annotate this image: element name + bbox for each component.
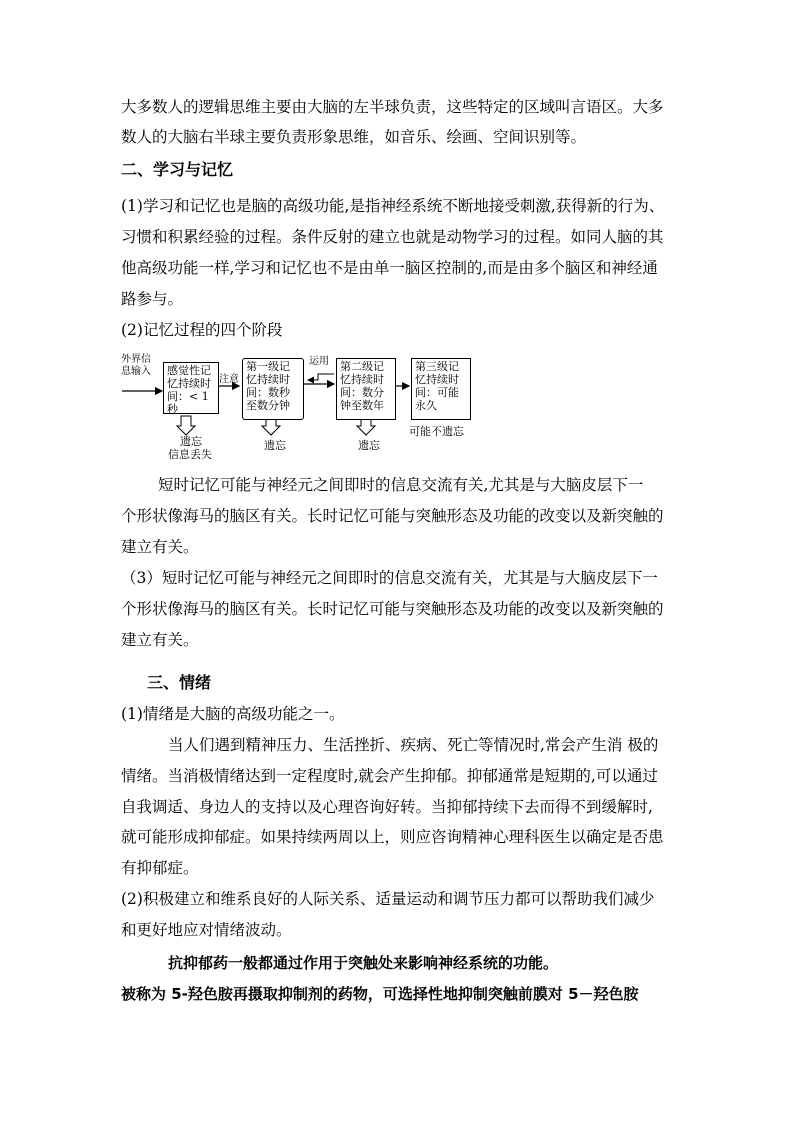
paragraph-line: 大多数人的逻辑思维主要由大脑的左半球负责，这些特定的区域叫言语区。大多 [121,98,664,116]
bold-paragraph-line: 抗抑郁药一般都通过作用于突触处来影响神经系统的功能。 [168,954,559,972]
paragraph-line: 习惯和积累经验的过程。条件反射的建立也就是动物学习的过程。如同人脑的其 [121,228,664,246]
third-level-memory-box [411,358,471,420]
box-text: 永久 [415,399,437,412]
box-text: 钟至数年 [340,399,384,412]
paragraph-line: 个形状像海马的脑区有关。长时记忆可能与突触形态及功能的改变以及新突触的 [121,507,664,525]
forget-label: 遗忘 [358,439,380,452]
paragraph-line: 当人们遇到精神压力、生活挫折、疾病、死亡等情况时,常会产生消 极的 [168,736,659,754]
box-text: 忆持续时 [246,373,290,386]
box-text: 间：< 1秒 [167,390,209,416]
paragraph-line: 自我调适、身边人的支持以及心理咨询好转。当抑郁持续下去而得不到缓解时, [121,798,653,816]
box-text: 忆持续时 [167,377,211,390]
first-level-memory-box [242,358,304,420]
paragraph-line: 建立有关。 [121,631,199,649]
use-label: 运用 [309,356,329,367]
bold-paragraph-line: 被称为 5-羟色胺再摄取抑制剂的药物，可选择性地抑制突触前膜对 5－羟色胺 [121,985,639,1003]
forget-label: 遗忘 [264,439,286,452]
paragraph-line: (2)记忆过程的四个阶段 [121,321,283,339]
paragraph-line: 短时记忆可能与神经元之间即时的信息交流有关,尤其是与大脑皮层下一 [158,476,644,494]
paragraph-line: 路参与。 [121,290,184,308]
box-text: 感觉性记 [167,364,211,377]
second-level-memory-box [336,358,396,420]
paragraph-line: 有抑郁症。 [121,859,199,877]
box-text: 第二级记 [340,360,384,373]
paragraph-line: 情绪。当消极情绪达到一定程度时,就会产生抑郁。抑郁通常是短期的,可以通过 [121,767,658,785]
paragraph-line: 就可能形成抑郁症。如果持续两周以上，则应咨询精神心理科医生以确定是否患 [121,828,664,846]
paragraph-line: 个形状像海马的脑区有关。长时记忆可能与突触形态及功能的改变以及新突触的 [121,600,664,618]
box-text: 间：可能 [415,386,459,399]
memory-stages-diagram [118,354,478,469]
forget-label: 遗忘 [180,435,202,448]
sensory-memory-box [163,362,219,414]
never-forget-label: 可能不遗忘 [409,425,464,438]
box-text: 间：数分 [340,386,384,399]
paragraph-line: (2)积极建立和维系良好的人际关系、适量运动和调节压力都可以帮助我们减少 [121,890,655,908]
box-text: 第三级记 [415,360,459,373]
paragraph-line: (1)情绪是大脑的高级功能之一。 [121,705,345,723]
input-label-line2: 息输入 [121,366,151,377]
paragraph-line: 建立有关。 [121,538,199,556]
attention-label: 注意 [219,374,239,385]
forget-arrow-1 [177,416,195,435]
box-text: 至数分钟 [246,399,290,412]
box-text: 第一级记 [246,360,290,373]
paragraph-line: 他高级功能一样,学习和记忆也不是由单一脑区控制的,而是由多个脑区和神经通 [121,259,658,277]
paragraph-line: 数人的大脑右半球主要负责形象思维，如音乐、绘画、空间识别等。 [121,128,587,146]
info-lost-label: 信息丢失 [168,448,212,461]
box-text: 忆持续时 [340,373,384,386]
section-heading: 三、情绪 [147,673,212,692]
use-arrow [308,374,334,380]
paragraph-line: (1)学习和记忆也是脑的高级功能,是指神经系统不断地接受刺激,获得新的行为、 [121,197,665,215]
paragraph-line: （3）短时记忆可能与神经元之间即时的信息交流有关，尤其是与大脑皮层下一 [121,569,658,587]
input-label-line1: 外界信 [121,354,151,365]
box-text: 忆持续时 [415,373,459,386]
box-text: 间：数秒 [246,386,290,399]
section-heading: 二、学习与记忆 [121,160,234,179]
paragraph-line: 和更好地应对情绪波动。 [121,921,292,939]
